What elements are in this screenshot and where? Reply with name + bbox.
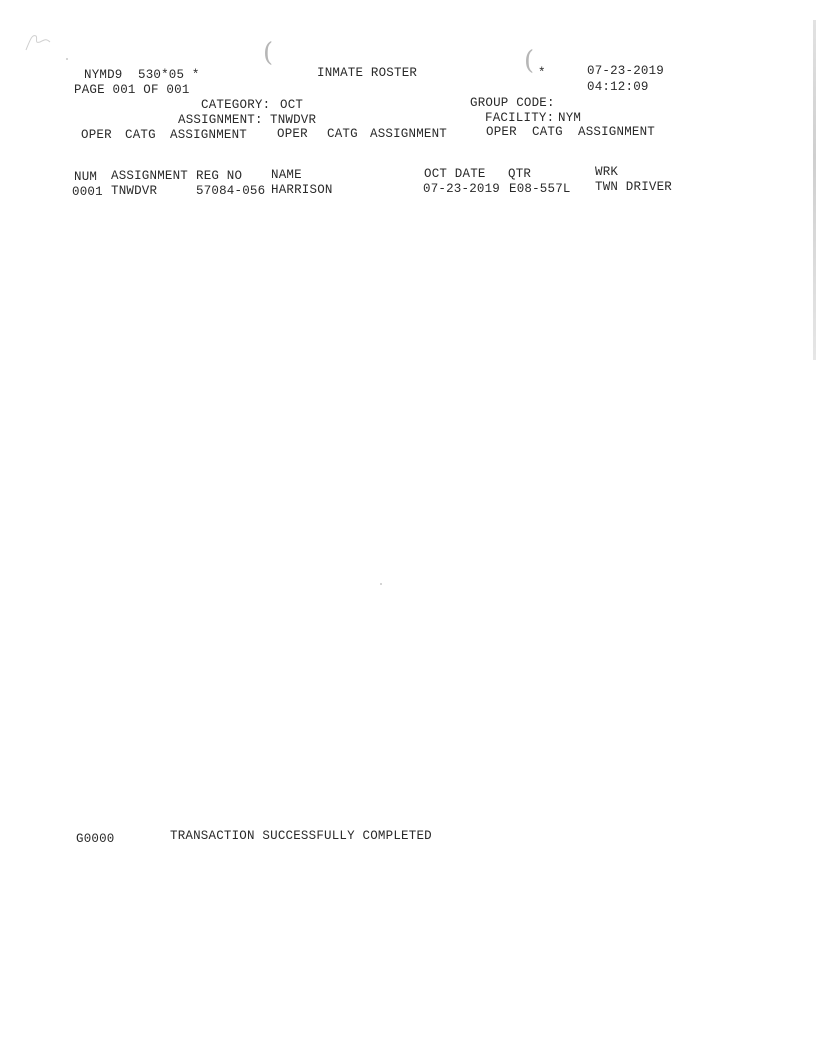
oper-header-2: OPER [277,127,308,141]
row-reg-no: 57084-056 [196,184,266,198]
catg-header-3: CATG [532,125,563,139]
assignment-header-1: ASSIGNMENT [170,128,248,142]
report-date: 07-23-2019 [587,64,665,78]
report-time: 04:12:09 [587,80,649,94]
terminal-id: NYMD9 [84,68,123,82]
col-header-wrk: WRK [595,165,619,179]
transaction-code: 530*05 * [138,68,200,82]
row-wrk: TWN DRIVER [595,180,673,194]
category-label: CATEGORY: [201,98,271,112]
header-star: * [538,66,546,80]
group-code-label: GROUP CODE: [470,96,555,110]
status-code: G0000 [76,832,115,846]
col-header-num: NUM [74,170,98,184]
col-header-qtr: QTR [508,167,532,181]
paren-mark-left: ( [263,38,274,68]
pen-mark-decoration [24,30,54,52]
col-header-oct-date: OCT DATE [424,167,486,181]
row-qtr: E08-557L [509,182,571,196]
assignment-label: ASSIGNMENT: [178,113,263,127]
assignment-header-2: ASSIGNMENT [370,127,448,141]
assignment-value: TNWDVR [270,113,317,127]
category-value: OCT [280,98,304,112]
row-name: HARRISON [271,183,333,197]
assignment-header-3: ASSIGNMENT [578,125,656,139]
paren-mark-right: ( [524,46,535,76]
page-indicator: PAGE 001 OF 001 [74,83,190,97]
row-oct-date: 07-23-2019 [423,182,501,196]
catg-header-2: CATG [327,127,358,141]
facility-label: FACILITY: [485,111,555,125]
row-assignment: TNWDVR [111,184,158,198]
status-message: TRANSACTION SUCCESSFULLY COMPLETED [170,829,432,843]
speck [66,58,68,60]
oper-header-3: OPER [486,125,517,139]
col-header-name: NAME [271,168,302,182]
report-title: INMATE ROSTER [317,66,418,80]
speck [380,583,382,585]
facility-value: NYM [558,111,582,125]
oper-header-1: OPER [81,128,112,142]
row-num: 0001 [72,185,103,199]
catg-header-1: CATG [125,128,156,142]
col-header-reg-no: REG NO [196,169,243,183]
col-header-assignment: ASSIGNMENT [111,169,189,183]
